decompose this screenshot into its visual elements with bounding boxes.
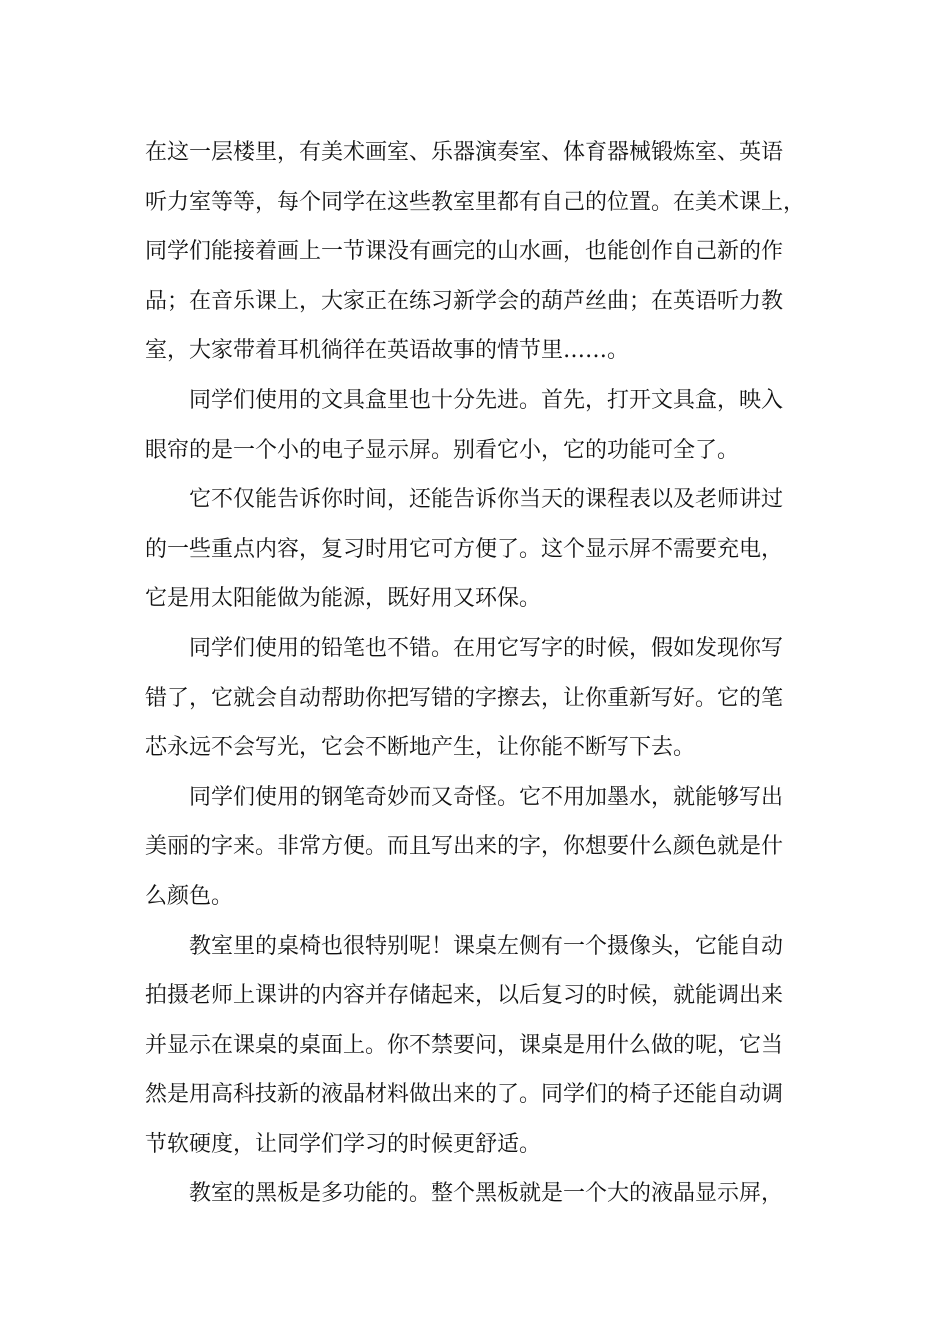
text-line: 拍摄老师上课讲的内容并存储起来，以后复习的时候，就能调出来 [145, 983, 784, 1009]
paragraph [145, 475, 817, 624]
paragraph [145, 128, 817, 376]
text-line: 品；在音乐课上，大家正在练习新学会的葫芦丝曲；在英语听力教 [145, 288, 784, 314]
body-text [145, 128, 817, 1219]
text-line: 听力室等等，每个同学在这些教室里都有自己的位置。在美术课上， [145, 189, 806, 215]
text-line: 同学们使用的文具盒里也十分先进。首先，打开文具盒，映入 [189, 387, 784, 413]
paragraph [145, 773, 817, 922]
paragraph [145, 376, 817, 475]
text-line: 节软硬度，让同学们学习的时候更舒适。 [145, 1131, 542, 1157]
text-line: 芯永远不会写光，它会不断地产生，让你能不断写下去。 [145, 735, 696, 761]
text-line: 眼帘的是一个小的电子显示屏。别看它小，它的功能可全了。 [145, 437, 740, 463]
text-line: 教室的黑板是多功能的。整个黑板就是一个大的液晶显示屏， [189, 1181, 784, 1207]
text-line: 么颜色。 [145, 883, 234, 909]
text-line: 同学们使用的钢笔奇妙而又奇怪。它不用加墨水，就能够写出 [189, 784, 784, 810]
text-line: 的一些重点内容，复习时用它可方便了。这个显示屏不需要充电， [145, 536, 784, 562]
text-line: 错了，它就会自动帮助你把写错的字擦去，让你重新写好。它的笔 [145, 685, 784, 711]
paragraph [145, 624, 817, 773]
text-line: 室，大家带着耳机徜徉在英语故事的情节里……。 [145, 338, 630, 364]
text-line: 在这一层楼里，有美术画室、乐器演奏室、体育器械锻炼室、英语 [145, 140, 784, 165]
paragraph [145, 1169, 817, 1219]
text-line: 美丽的字来。非常方便。而且写出来的字，你想要什么颜色就是什 [145, 834, 784, 860]
text-line: 同学们使用的铅笔也不错。在用它写字的时候，假如发现你写 [189, 635, 784, 661]
text-line: 它不仅能告诉你时间，还能告诉你当天的课程表以及老师讲过 [189, 487, 784, 513]
text-line: 同学们能接着画上一节课没有画完的山水画，也能创作自己新的作 [145, 239, 784, 265]
text-line: 它是用太阳能做为能源，既好用又环保。 [145, 586, 542, 612]
text-line: 并显示在课桌的桌面上。你不禁要问，课桌是用什么做的呢，它当 [145, 1032, 784, 1058]
paragraph [145, 922, 817, 1170]
text-line: 然是用高科技新的液晶材料做出来的了。同学们的椅子还能自动调 [145, 1082, 784, 1108]
text-line: 教室里的桌椅也很特别呢！课桌左侧有一个摄像头，它能自动 [189, 933, 784, 959]
